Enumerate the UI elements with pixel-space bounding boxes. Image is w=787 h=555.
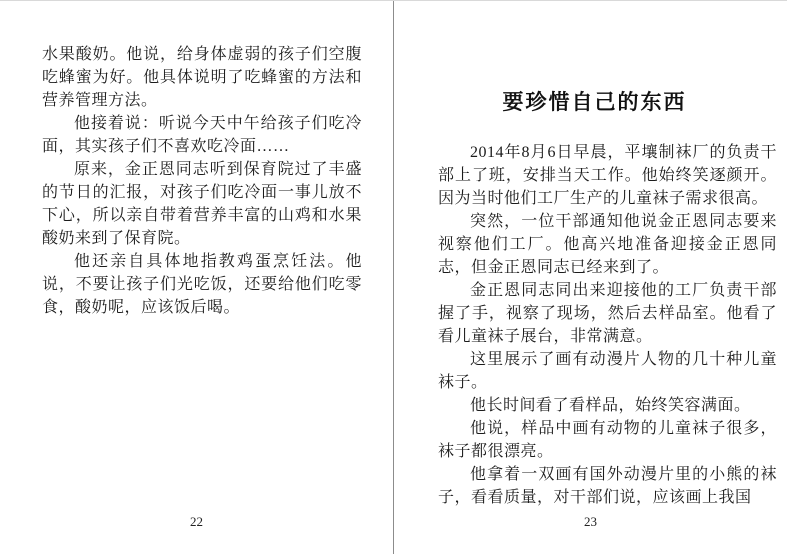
page-left-text <box>42 43 362 319</box>
page-right <box>394 1 787 555</box>
page-number-left: 22 <box>190 514 203 529</box>
chapter-title: 要珍惜自己的东西 <box>502 91 687 114</box>
page-left <box>0 1 393 555</box>
page-right-text <box>438 141 777 509</box>
page-number-right: 23 <box>584 514 597 529</box>
paragraph: 他还亲自具体地指教鸡蛋烹饪法。他说，不要让孩子们光吃饭，还要给他们吃零食，酸奶呢，应该饭后喝。 <box>42 253 362 316</box>
paragraph: 突然，一位干部通知他说金正恩同志要来视察他们工厂。他高兴地准备迎接金正恩同志，但金正恩同志已经来到了。 <box>438 213 777 276</box>
paragraph: 水果酸奶。他说，给身体虚弱的孩子们空腹吃蜂蜜为好。他具体说明了吃蜂蜜的方法和营养管理方法。 <box>42 46 362 109</box>
paragraph: 他拿着一双画有国外动漫片里的小熊的袜子，看看质量，对干部们说，应该画上我国 <box>438 466 777 506</box>
paragraph: 2014年8月6日早晨，平壤制袜厂的负责干部上了班，安排当天工作。他始终笑逐颜开。因为当时他们工厂生产的儿童袜子需求很高。 <box>438 144 777 207</box>
paragraph: 这里展示了画有动漫片人物的几十种儿童袜子。 <box>438 351 777 391</box>
paragraph: 他接着说：听说今天中午给孩子们吃冷面，其实孩子们不喜欢吃冷面…… <box>42 115 362 155</box>
paragraph: 他说，样品中画有动物的儿童袜子很多，袜子都很漂亮。 <box>438 420 777 460</box>
paragraph: 金正恩同志同出来迎接他的工厂负责干部握了手，视察了现场，然后去样品室。他看了看儿童袜子展台，非常满意。 <box>438 282 777 345</box>
paragraph: 他长时间看了看样品，始终笑容满面。 <box>470 397 751 414</box>
paragraph: 原来，金正恩同志听到保育院过了丰盛的节日的汇报，对孩子们吃冷面一事儿放不下心，所以亲自带着营养丰富的山鸡和水果酸奶来到了保育院。 <box>42 161 362 247</box>
